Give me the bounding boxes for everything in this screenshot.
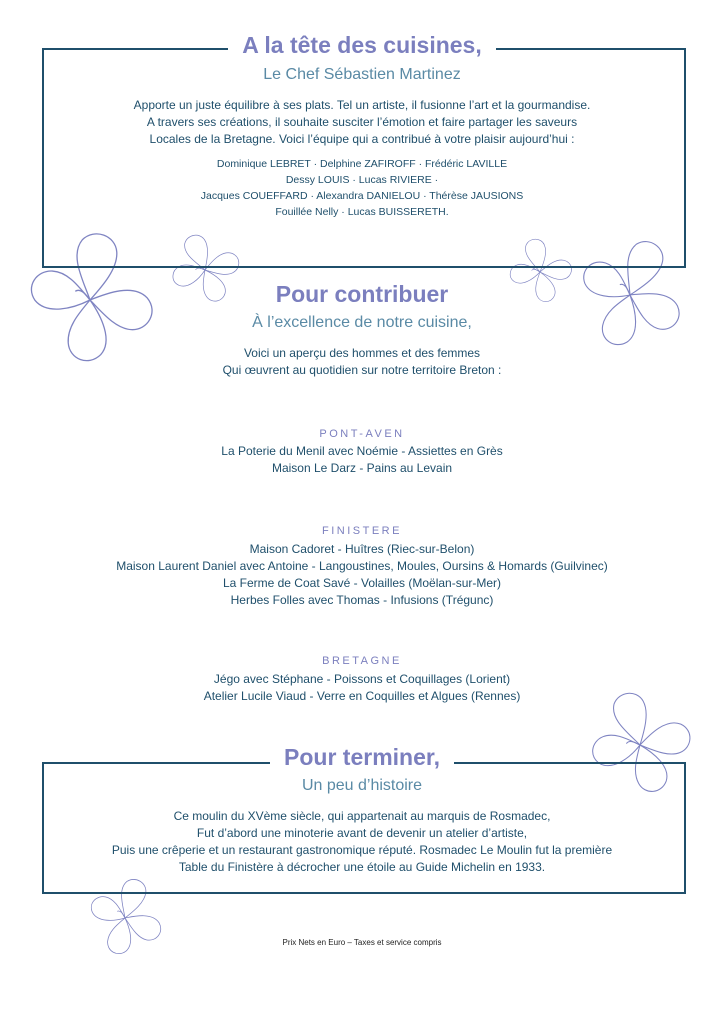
history-line: Puis une crêperie et un restaurant gastronomique réputé. Rosmadec Le Moulin fut la première xyxy=(111,843,613,857)
history-line: Fut d’abord une minoterie avant de devenir un atelier d’artiste, xyxy=(196,826,528,840)
chef-intro-line: Apporte un juste équilibre à ses plats. Tel un artiste, il fusionne l’art et la gourmandise. xyxy=(133,98,591,112)
team-line: Jacques COUEFFARD · Alexandra DANIELOU · Thérèse JAUSIONS xyxy=(200,190,524,202)
team-line: Fouillée Nelly · Lucas BUISSERETH. xyxy=(275,206,449,218)
supplier-item: La Ferme de Coat Savé - Volailles (Moëlan-sur-Mer) xyxy=(222,576,502,590)
region-list-pont-aven xyxy=(0,443,724,477)
contrib-intro-line: Voici un aperçu des hommes et des femmes xyxy=(243,346,481,360)
supplier-item: La Poterie du Menil avec Noémie - Assiettes en Grès xyxy=(221,444,503,458)
region-heading-pont-aven: PONT-AVEN xyxy=(319,428,405,440)
contrib-title: Pour contribuer xyxy=(275,281,449,307)
contrib-intro xyxy=(0,345,724,379)
region-heading-finistere: FINISTERE xyxy=(322,525,402,537)
team-line: Dominique LEBRET · Delphine ZAFIROFF · Frédéric LAVILLE xyxy=(216,158,508,170)
history-line: Ce moulin du XVème siècle, qui appartenait au marquis de Rosmadec, xyxy=(173,809,551,823)
chef-title: A la tête des cuisines, xyxy=(0,32,724,59)
region-list-finistere xyxy=(0,541,724,609)
contrib-subtitle: À l’excellence de notre cuisine, xyxy=(252,314,472,331)
chef-team-list xyxy=(0,156,724,220)
supplier-item: Atelier Lucile Viaud - Verre en Coquilles et Algues (Rennes) xyxy=(203,689,521,703)
chef-subtitle: Le Chef Sébastien Martinez xyxy=(263,66,461,83)
supplier-item: Maison Laurent Daniel avec Antoine - Langoustines, Moules, Oursins & Homards (Guilvinec) xyxy=(116,559,608,573)
history-subtitle: Un peu d’histoire xyxy=(301,777,423,794)
region-list-bretagne xyxy=(0,671,724,705)
chef-intro-line: Locales de la Bretagne. Voici l’équipe qui a contribué à votre plaisir aujourd’hui : xyxy=(149,132,575,146)
team-line: Dessy LOUIS · Lucas RIVIERE · xyxy=(285,174,439,186)
price-footnote: Prix Nets en Euro – Taxes et service compris xyxy=(282,938,442,947)
supplier-item: Herbes Folles avec Thomas - Infusions (Trégunc) xyxy=(230,593,494,607)
history-line: Table du Finistère à décrocher une étoile au Guide Michelin en 1933. xyxy=(178,860,546,874)
history-text xyxy=(0,808,724,876)
region-heading-bretagne: BRETAGNE xyxy=(322,655,402,667)
history-title: Pour terminer, xyxy=(0,744,724,771)
supplier-item: Maison Cadoret - Huîtres (Riec-sur-Belon) xyxy=(249,542,475,556)
chef-intro-line: A travers ses créations, il souhaite susciter l’émotion et faire partager les saveurs xyxy=(146,115,578,129)
supplier-item: Maison Le Darz - Pains au Levain xyxy=(271,461,453,475)
chef-intro xyxy=(0,97,724,148)
contrib-intro-line: Qui œuvrent au quotidien sur notre territoire Breton : xyxy=(222,363,502,377)
supplier-item: Jégo avec Stéphane - Poissons et Coquillages (Lorient) xyxy=(213,672,511,686)
